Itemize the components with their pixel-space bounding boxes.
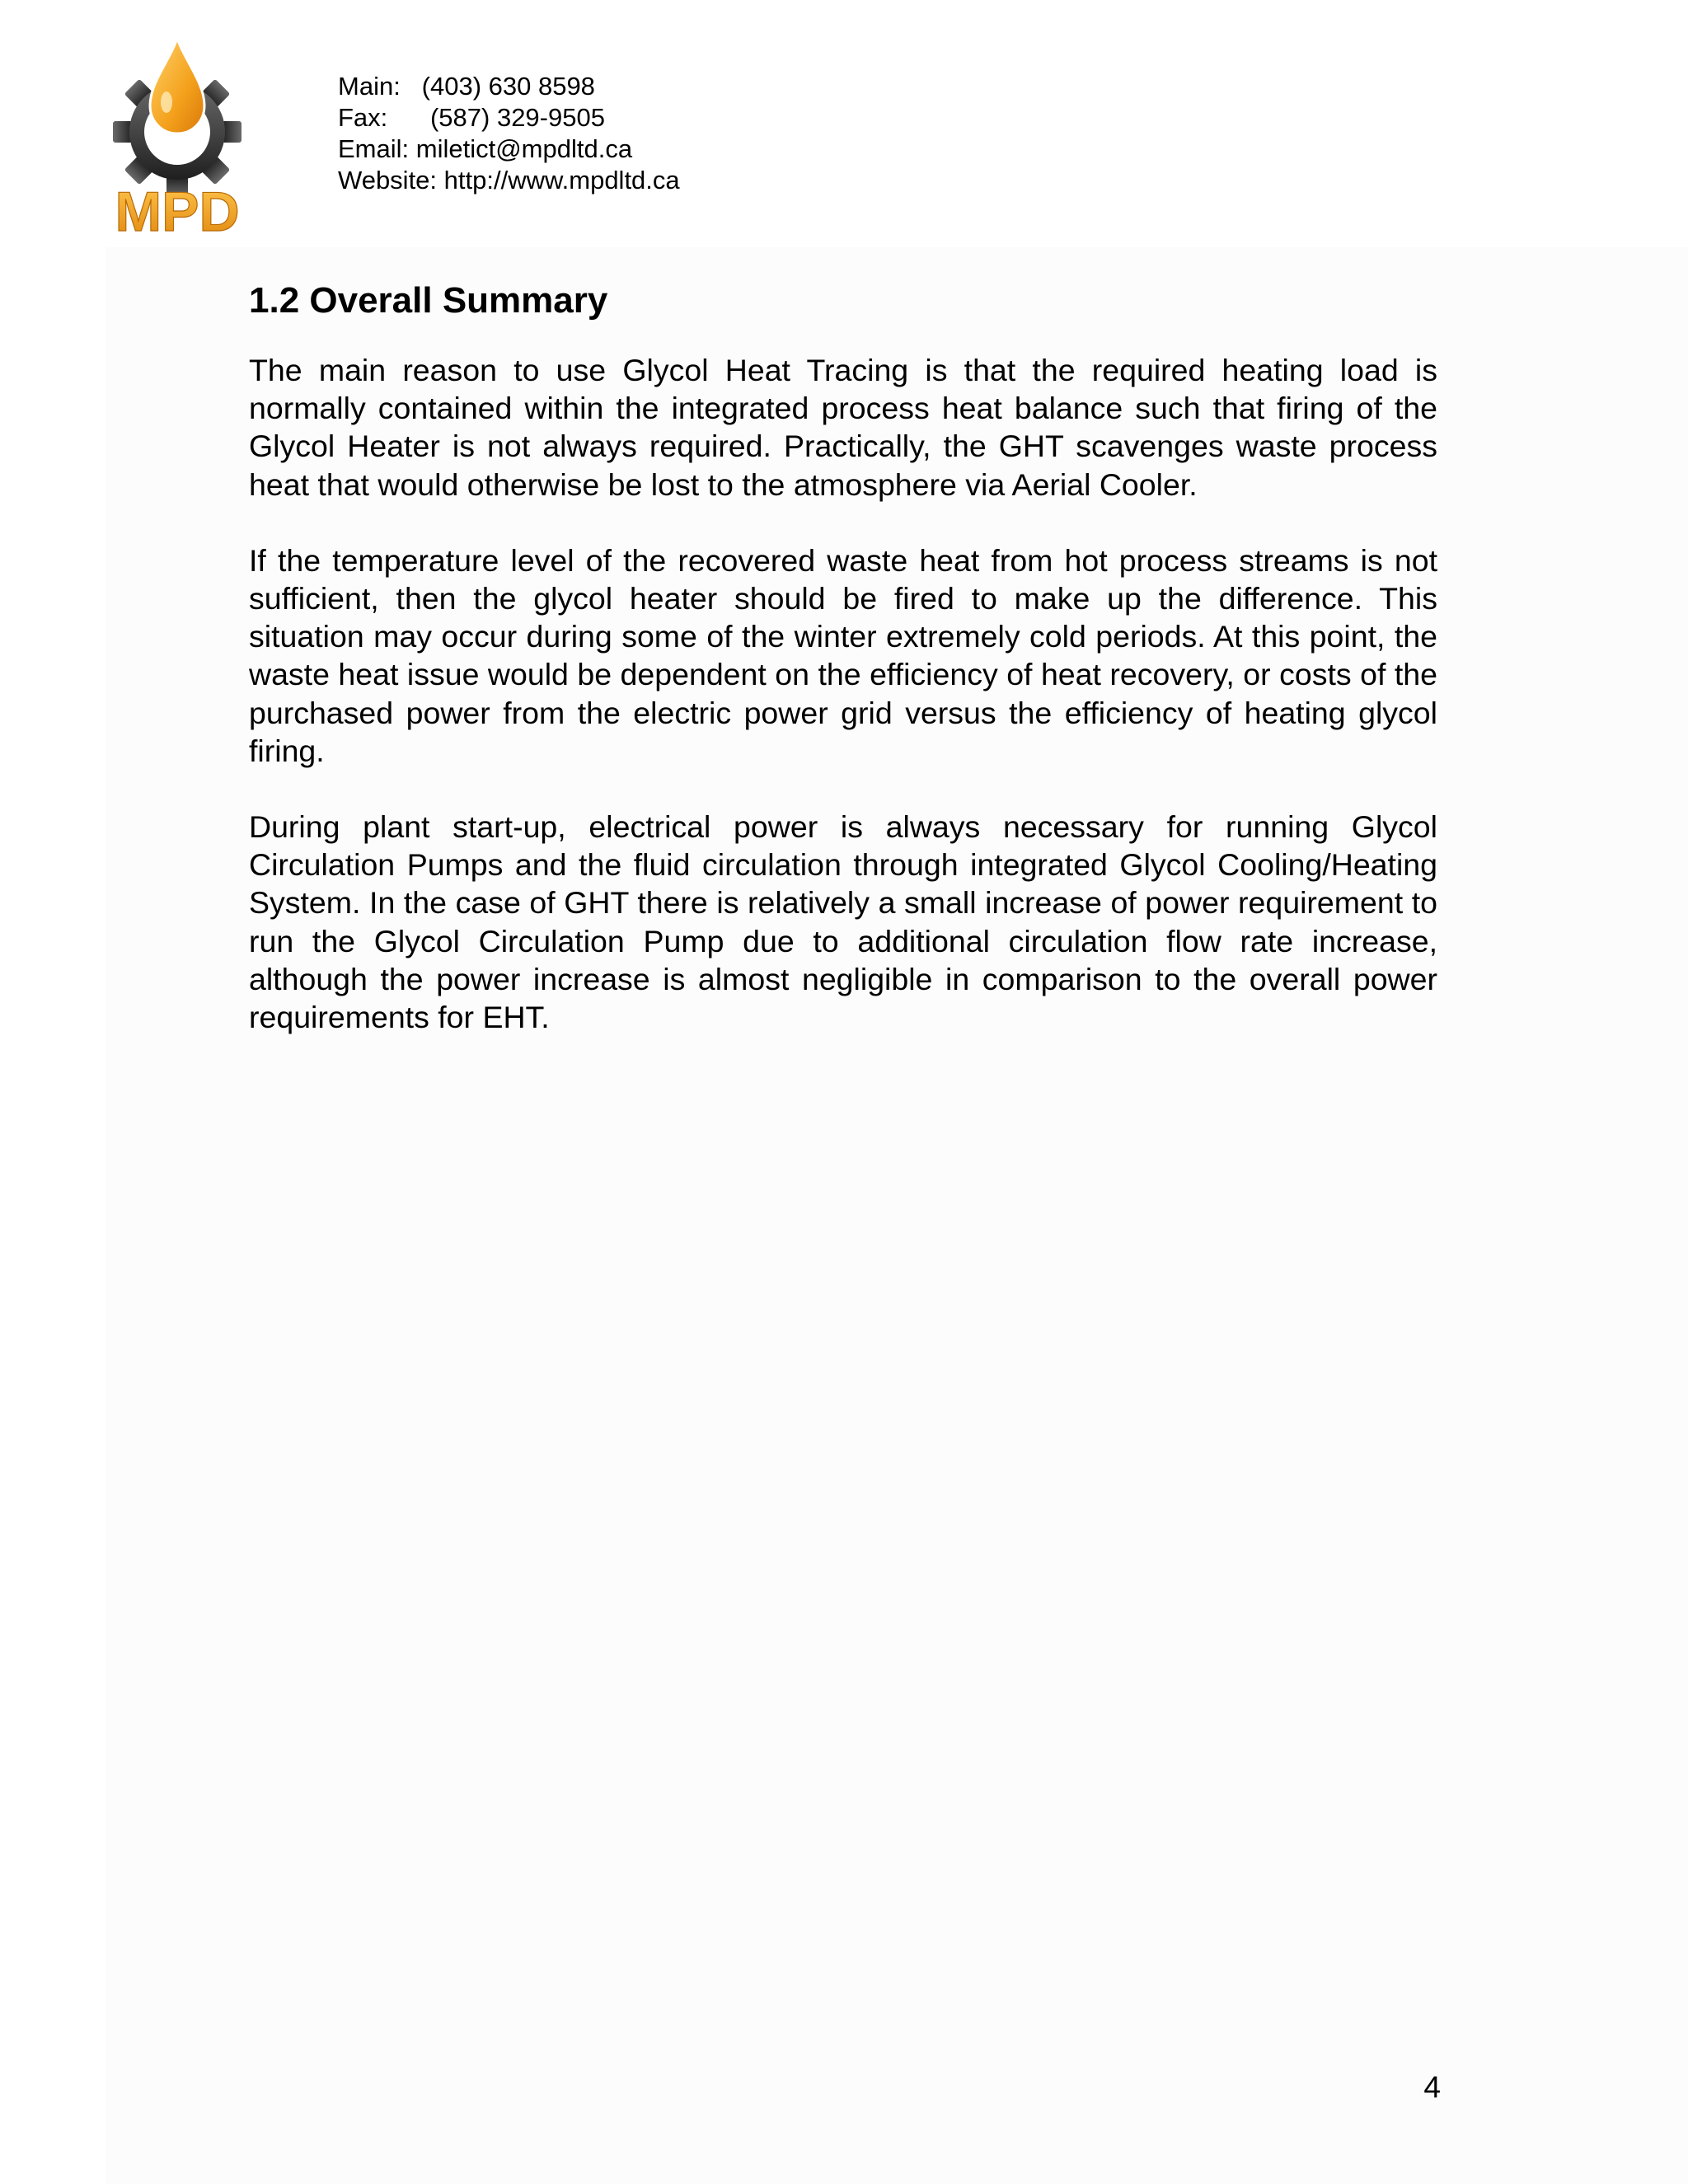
paragraph: The main reason to use Glycol Heat Tracing is that the required heating load is normally contained within the integrated process heat balance such that firing of the Glycol Heater is not always required. Practically, the GHT scavenges waste process heat that would otherwise be lost to the atmosphere via Aerial Cooler. <box>249 353 1437 502</box>
contact-block <box>338 71 680 196</box>
page-number: 4 <box>1423 2070 1441 2104</box>
paragraph: If the temperature level of the recovered waste heat from hot process streams is not sufficient, then the glycol heater should be fired to make up the difference. This situation may occur during some of the winter extremely cold periods. At this point, the waste heat issue would be dependent on the efficiency of heat recovery, or costs of the purchased power from the electric power grid versus the efficiency of heating glycol firing. <box>249 542 1437 768</box>
logo-text: MPD <box>115 180 240 241</box>
contact-fax: Fax: (587) 329-9505 <box>338 103 605 132</box>
main-content <box>249 277 1437 1074</box>
oil-drop-icon <box>150 38 204 134</box>
contact-main: Main: (403) 630 8598 <box>338 72 595 101</box>
contact-website: Website: http://www.mpdltd.ca <box>338 166 680 194</box>
paragraph: During plant start-up, electrical power is always necessary for running Glycol Circulation Pumps and the fluid circulation through integrated Glycol Cooling/Heating System. In the case of GHT there is relatively a small increase of power requirement to run the Glycol Circulation Pump due to additional circulation flow rate increase, although the power increase is almost negligible in comparison to the overall power requirements for EHT. <box>249 809 1437 1035</box>
contact-email: Email: miletict@mpdltd.ca <box>338 134 633 163</box>
section-heading: 1.2 Overall Summary <box>249 280 608 321</box>
mpd-logo <box>99 35 256 241</box>
